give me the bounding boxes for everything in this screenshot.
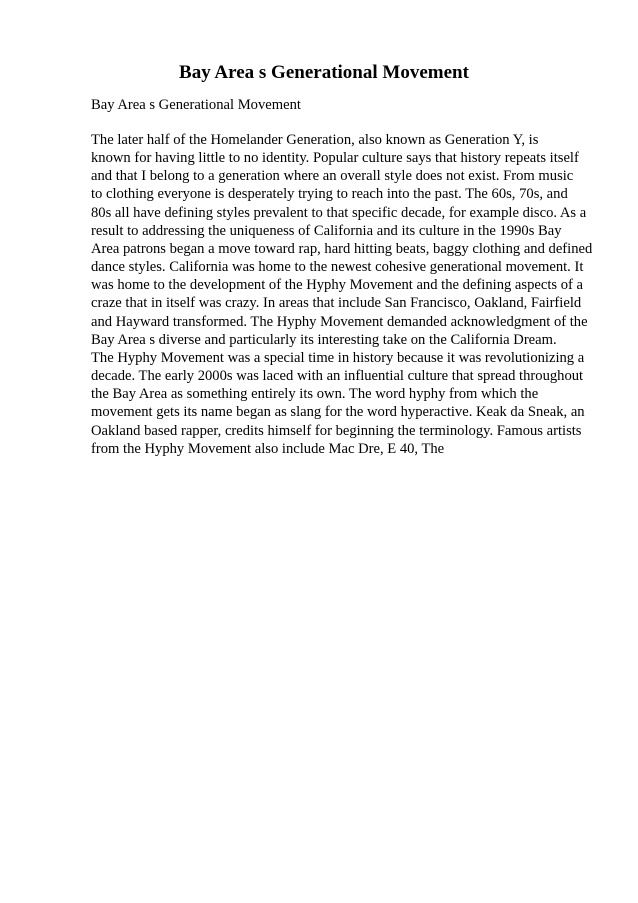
body-line: The later half of the Homelander Generation, also known as Generation Y, is	[91, 132, 539, 148]
document-body	[91, 131, 631, 458]
body-line: craze that in itself was crazy. In areas that include San Francisco, Oakland, Fairfield	[91, 295, 582, 312]
body-line: result to addressing the uniqueness of California and its culture in the 1990s Bay	[91, 222, 562, 239]
body-line: from the Hyphy Movement also include Mac Dre, E 40, The	[91, 440, 445, 457]
body-line: movement gets its name began as slang for the word hyperactive. Keak da Sneak, an	[91, 404, 585, 421]
body-line: decade. The early 2000s was laced with an influential culture that spread throughout	[91, 368, 584, 385]
body-line: Area patrons began a move toward rap, hard hitting beats, baggy clothing and defined	[91, 240, 593, 257]
body-line: was home to the development of the Hyphy Movement and the defining aspects of a	[91, 277, 584, 294]
body-line: Oakland based rapper, credits himself for beginning the terminology. Famous artists	[91, 422, 582, 439]
body-line: the Bay Area as something entirely its own. The word hyphy from which the	[91, 386, 539, 403]
body-line: The Hyphy Movement was a special time in history because it was revolutionizing a	[91, 349, 585, 366]
body-line: to clothing everyone is desperately trying to reach into the past. The 60s, 70s, and	[91, 186, 568, 203]
document-subtitle: Bay Area s Generational Movement	[91, 97, 301, 113]
body-line: and that I belong to a generation where an overall style does not exist. From music	[91, 168, 574, 185]
body-line: dance styles. California was home to the newest cohesive generational movement. It	[91, 259, 584, 276]
body-line: 80s all have defining styles prevalent to that specific decade, for example disco. As a	[91, 204, 587, 221]
document-title: Bay Area s Generational Movement	[179, 62, 469, 83]
body-line: known for having little to no identity. Popular culture says that history repeats itself	[91, 150, 579, 167]
body-line: and Hayward transformed. The Hyphy Movement demanded acknowledgment of the	[91, 313, 588, 330]
body-line: Bay Area s diverse and particularly its interesting take on the California Dream.	[91, 331, 557, 348]
